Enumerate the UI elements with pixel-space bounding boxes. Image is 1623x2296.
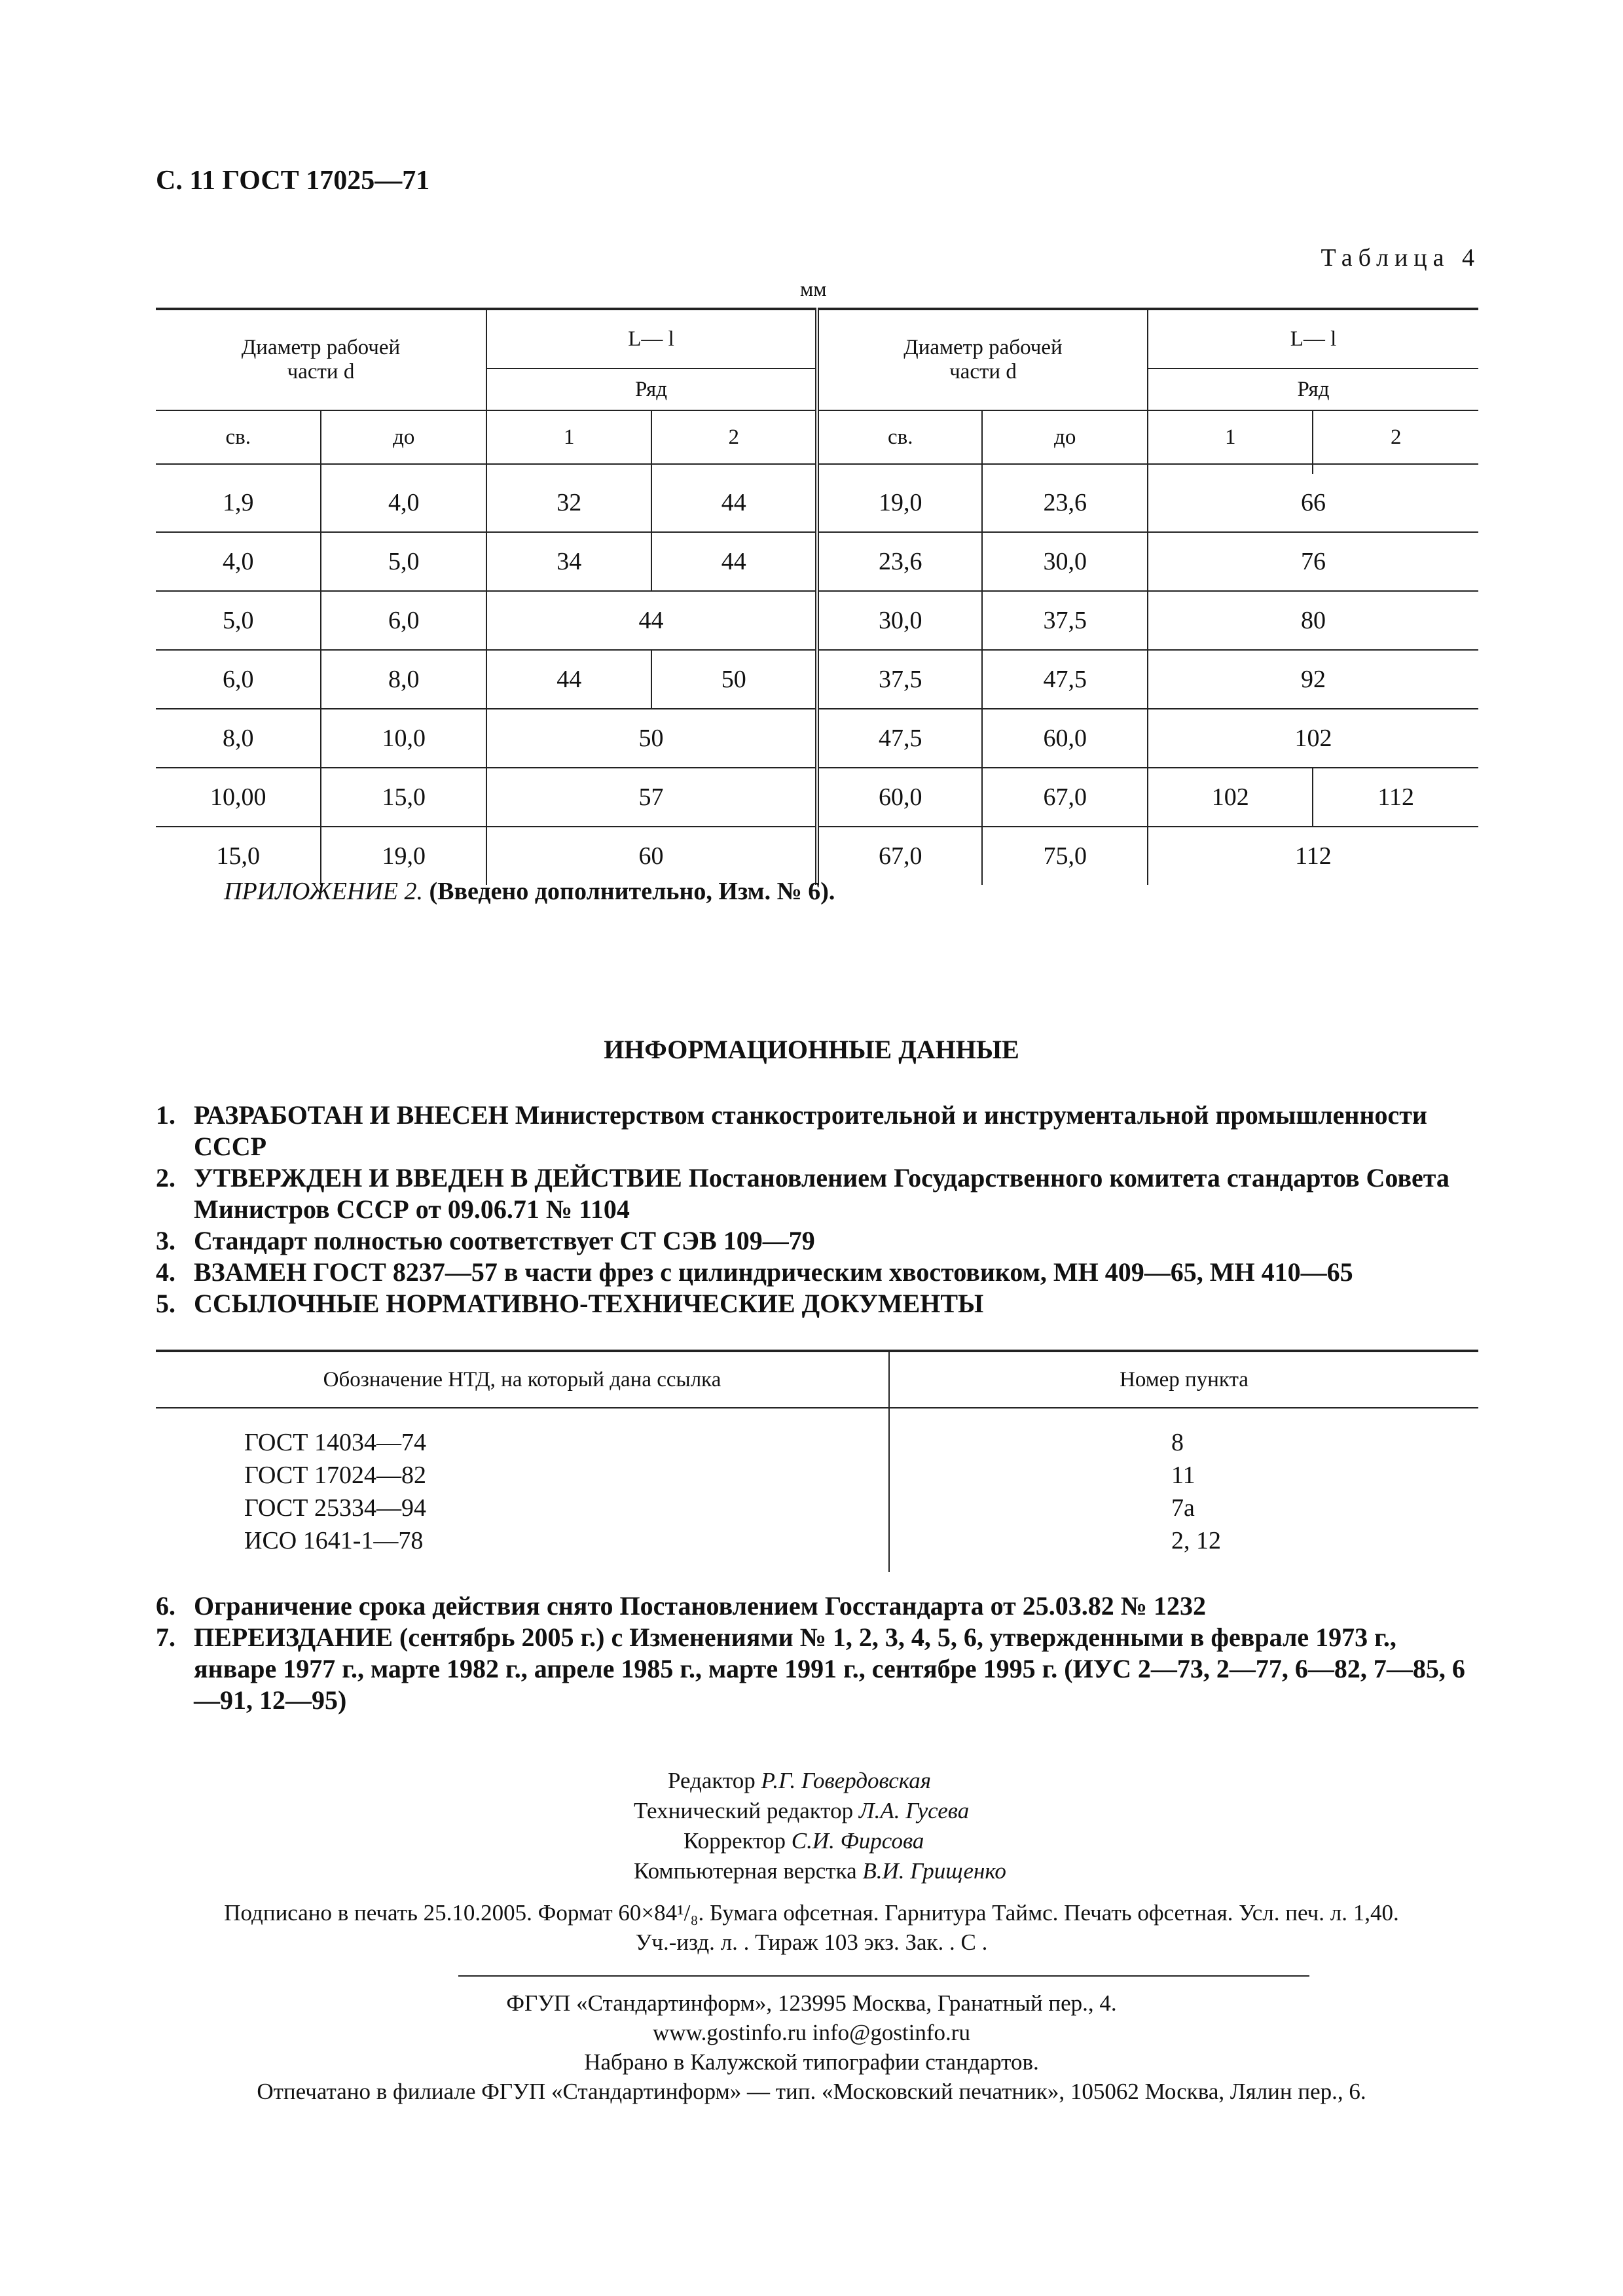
publisher-line-4: Отпечатано в филиале ФГУП «Стандартинформ» — тип. «Московский печатник», 105062 Москва, Лялин пер., 6. [257,2079,1366,2104]
cell-series-1: 34 [486,532,651,591]
info-item-text: Стандарт полностью соответствует СТ СЭВ 109—79 [194,1226,815,1255]
credit-name: Р.Г. Говердовская [761,1768,932,1793]
units-label: мм [800,277,827,300]
note-italic: ПРИЛОЖЕНИЕ 2. [224,878,423,905]
spacer-cell [817,464,982,474]
info-item-number: 7. [156,1623,175,1652]
ref-item: 11 [1171,1462,1195,1489]
cell-to-right: 67,0 [982,768,1148,827]
cell-from: 1,9 [156,474,321,532]
info-item [156,1100,1478,1162]
info-item [156,1162,1478,1225]
publisher-line-2: www.gostinfo.ru info@gostinfo.ru [653,2020,970,2045]
note-bold: (Введено дополнительно, Изм. № 6). [429,878,835,905]
info-item-number: 1. [156,1100,175,1130]
table-row [156,1461,1478,1494]
cell-to: 8,0 [321,650,486,709]
cell-merged: 60 [486,827,817,885]
imprint-line-2: Уч.-изд. л. . Тираж 103 экз. Зак. . С . [635,1929,988,1955]
table-row [156,1428,1478,1461]
table-caption: Таблица 4 [1321,244,1480,272]
imprint [0,1898,1623,1957]
ref-col-doc: Обозначение НТД, на который дана ссылка [156,1351,889,1408]
info-item-text: РАЗРАБОТАН И ВНЕСЕН Министерством станкостроительной и инструментальной промышленности СССР [194,1100,1427,1161]
spacer-cell [156,464,321,474]
cell-from-right: 30,0 [817,591,982,650]
gap-cell [889,1408,1478,1428]
gap-cell [156,1559,889,1572]
cell-series-1-right: 102 [1148,768,1313,827]
cell-from: 8,0 [156,709,321,768]
spacer-cell [486,464,651,474]
cell-from-right: 67,0 [817,827,982,885]
ref-doc: ГОСТ 17024—82 [156,1461,889,1494]
info-item-number: 3. [156,1226,175,1255]
imprint-line-1: Подписано в печать 25.10.2005. Формат 60×84¹/₈. Бумага офсетная. Гарнитура Таймс. Печать офсетная. Усл. печ. л. 1,40. [224,1900,1399,1926]
table-row [156,827,1478,885]
info-item-text: ПЕРЕИЗДАНИЕ (сентябрь 2005 г.) с Изменениями № 1, 2, 3, 4, 5, 6, утвержденными в феврале 1973 г., январе 1977 г., марте 1982 г., апреле 1985 г., марте 1991 г., сентябре 1995 г. (ИУС 2—73, 2—77, 6—82, 7—85, 6—91, 12—95) [194,1623,1465,1715]
cell-to: 4,0 [321,474,486,532]
info-item-number: 5. [156,1289,175,1318]
cell-to: 6,0 [321,591,486,650]
cell-to: 15,0 [321,768,486,827]
publisher-line-1: ФГУП «Стандартинформ», 123995 Москва, Гранатный пер., 4. [506,1990,1117,2016]
cell-to-right: 47,5 [982,650,1148,709]
info-list-continued [156,1590,1478,1716]
cell-merged-right: 80 [1148,591,1478,650]
credit-name: С.И. Фирсова [791,1828,924,1854]
cell-to: 10,0 [321,709,486,768]
cell-merged: 57 [486,768,817,827]
table-row [156,650,1478,709]
cell-from: 15,0 [156,827,321,885]
header-series-1-right: 1 [1148,410,1313,464]
cell-from: 10,00 [156,768,321,827]
publisher-line-3: Набрано в Калужской типографии стандартов. [584,2049,1039,2075]
cell-series-2: 44 [651,532,817,591]
credits [634,1766,1006,1886]
info-item-number: 4. [156,1257,175,1287]
credit-role: Технический редактор [634,1798,854,1823]
cell-to: 19,0 [321,827,486,885]
info-item-text: Ограничение срока действия снято Постановлением Госстандарта от 25.03.82 № 1232 [194,1591,1206,1621]
info-item-text: УТВЕРЖДЕН И ВВЕДЕН В ДЕЙСТВИЕ Постановлением Государственного комитета стандартов Совета Министров СССР от 09.06.71 № 1104 [194,1163,1450,1224]
header-diameter-right: Диаметр рабочей части d [817,309,1148,410]
credit-name: Л.А. Гусева [858,1798,970,1823]
header-from-right: св. [817,410,982,464]
info-item [156,1288,1478,1319]
info-item-text: ВЗАМЕН ГОСТ 8237—57 в части фрез с цилиндрическим хвостовиком, МН 409—65, МН 410—65 [194,1257,1353,1287]
info-item [156,1225,1478,1257]
credit-line [668,1766,1006,1796]
table-4 [156,308,1478,885]
credit-role: Компьютерная верстка [634,1858,857,1884]
cell-series-1: 32 [486,474,651,532]
cell-merged-right: 92 [1148,650,1478,709]
spacer-cell [321,464,486,474]
cell-series-2: 50 [651,650,817,709]
appendix-note [224,877,835,906]
ref-item: 2, 12 [1171,1527,1221,1554]
ref-doc: ИСО 1641-1—78 [156,1526,889,1559]
header-series-1: 1 [486,410,651,464]
header-row-right: Ряд [1148,368,1478,410]
info-item [156,1622,1478,1716]
header-to: до [321,410,486,464]
table-row [156,709,1478,768]
page-header: С. 11 ГОСТ 17025—71 [156,166,430,196]
header-to-right: до [982,410,1148,464]
cell-from: 4,0 [156,532,321,591]
table-row [156,474,1478,532]
cell-to-right: 60,0 [982,709,1148,768]
cell-series-1: 44 [486,650,651,709]
info-item-number: 2. [156,1163,175,1193]
spacer-cell [1313,464,1478,474]
cell-series-2: 44 [651,474,817,532]
ref-col-item: Номер пункта [889,1351,1478,1408]
ref-item: 7а [1171,1494,1195,1522]
divider [458,1975,1309,1977]
cell-from-right: 19,0 [817,474,982,532]
header-from: св. [156,410,321,464]
cell-to: 5,0 [321,532,486,591]
cell-from-right: 47,5 [817,709,982,768]
header-l: L— l [486,309,817,368]
credit-role: Редактор [668,1768,756,1793]
credit-line [634,1796,1006,1826]
cell-from-right: 37,5 [817,650,982,709]
cell-series-2-right: 112 [1313,768,1478,827]
ref-item: 8 [1171,1429,1184,1456]
info-item-number: 6. [156,1591,175,1621]
header-diameter: Диаметр рабочей части d [156,309,486,410]
cell-from: 5,0 [156,591,321,650]
cell-to-right: 37,5 [982,591,1148,650]
cell-to-right: 30,0 [982,532,1148,591]
cell-merged-right: 66 [1148,474,1478,532]
info-item-text: ССЫЛОЧНЫЕ НОРМАТИВНО-ТЕХНИЧЕСКИЕ ДОКУМЕНТЫ [194,1289,984,1318]
info-item [156,1257,1478,1288]
cell-merged-right: 102 [1148,709,1478,768]
publisher [0,1988,1623,2106]
gap-cell [156,1408,889,1428]
table-row [156,768,1478,827]
references-table [156,1350,1478,1572]
cell-merged-right: 112 [1295,842,1332,870]
info-list [156,1100,1478,1319]
header-row: Ряд [486,368,817,410]
header-series-2-right: 2 [1313,410,1478,464]
table-row [156,1526,1478,1559]
cell-to-right: 75,0 [982,827,1148,885]
cell-to-right: 23,6 [982,474,1148,532]
credit-role: Корректор [684,1828,786,1854]
spacer-cell [1148,464,1313,474]
cell-merged: 44 [486,591,817,650]
table-row [156,1494,1478,1526]
cell-merged: 50 [486,709,817,768]
credit-line [684,1826,1006,1856]
header-l-right: L— l [1148,309,1478,368]
credit-line [634,1856,1006,1886]
table-row [156,532,1478,591]
spacer-cell [982,464,1148,474]
info-title: ИНФОРМАЦИОННЫЕ ДАННЫЕ [604,1035,1019,1064]
cell-from-right: 60,0 [817,768,982,827]
ref-doc: ГОСТ 25334—94 [156,1494,889,1526]
cell-from-right: 23,6 [817,532,982,591]
credit-name: В.И. Грищенко [862,1858,1006,1884]
header-series-2: 2 [651,410,817,464]
info-item [156,1590,1478,1622]
ref-doc: ГОСТ 14034—74 [156,1428,889,1461]
gap-cell [889,1559,1478,1572]
cell-merged-right: 76 [1148,532,1478,591]
cell-from: 6,0 [156,650,321,709]
table-row [156,591,1478,650]
spacer-cell [651,464,817,474]
